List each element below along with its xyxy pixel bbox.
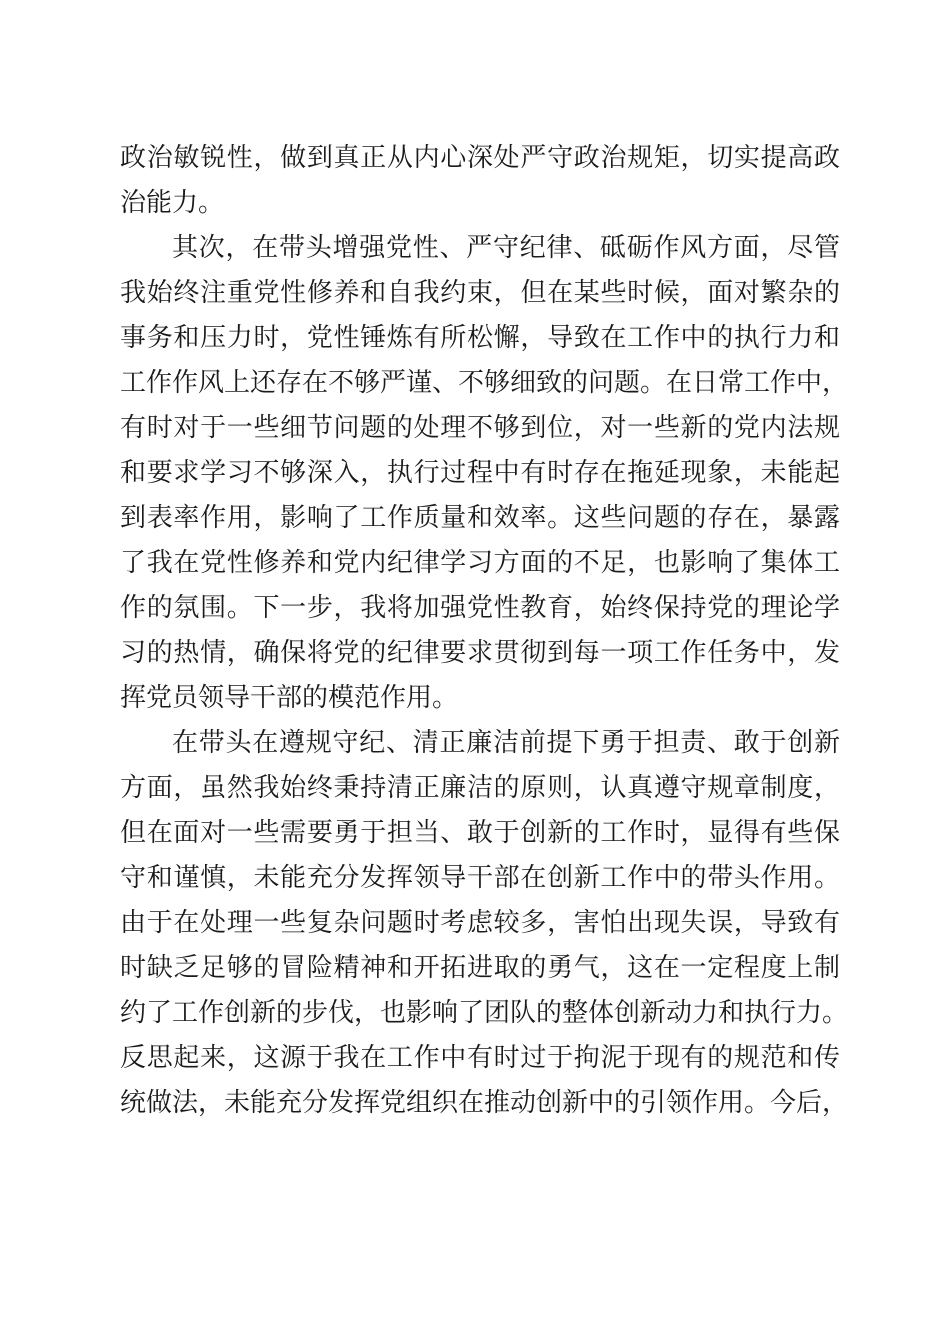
text-line: 在带头在遵规守纪、清正廉洁前提下勇于担责、敢于创新 <box>172 728 840 758</box>
text-line: 挥党员领导干部的模范作用。 <box>120 683 459 713</box>
text-line: 守和谨慎，未能充分发挥领导干部在创新工作中的带头作用。 <box>120 863 840 893</box>
text-line: 时缺乏足够的冒险精神和开拓进取的勇气，这在一定程度上制 <box>120 953 840 983</box>
text-line: 由于在处理一些复杂问题时考虑较多，害怕出现失误，导致有 <box>120 908 840 938</box>
text-line: 政治敏锐性，做到真正从内心深处严守政治规矩，切实提高政 <box>120 143 840 173</box>
text-line: 事务和压力时，党性锤炼有所松懈，导致在工作中的执行力和 <box>120 323 840 353</box>
text-line: 约了工作创新的步伐，也影响了团队的整体创新动力和执行力。 <box>120 998 849 1028</box>
text-line: 了我在党性修养和党内纪律学习方面的不足，也影响了集体工 <box>120 548 840 578</box>
text-line: 但在面对一些需要勇于担当、敢于创新的工作时，显得有些保 <box>120 818 840 848</box>
text-line: 工作作风上还存在不够严谨、不够细致的问题。在日常工作中， <box>120 368 849 398</box>
body-text <box>120 136 849 1126</box>
text-line: 其次，在带头增强党性、严守纪律、砥砺作风方面，尽管 <box>172 233 840 263</box>
text-line: 和要求学习不够深入，执行过程中有时存在拖延现象，未能起 <box>120 458 840 488</box>
text-line: 方面，虽然我始终秉持清正廉洁的原则，认真遵守规章制度， <box>120 773 840 803</box>
text-line: 我始终注重党性修养和自我约束，但在某些时候，面对繁杂的 <box>120 278 840 308</box>
text-line: 作的氛围。下一步，我将加强党性教育，始终保持党的理论学 <box>120 593 840 623</box>
text-line: 反思起来，这源于我在工作中有时过于拘泥于现有的规范和传 <box>120 1043 840 1073</box>
text-line: 治能力。 <box>120 188 225 218</box>
text-line: 有时对于一些细节问题的处理不够到位，对一些新的党内法规 <box>120 413 840 443</box>
text-line: 统做法，未能充分发挥党组织在推动创新中的引领作用。今后， <box>120 1088 849 1118</box>
text-line: 到表率作用，影响了工作质量和效率。这些问题的存在，暴露 <box>120 503 840 533</box>
text-line: 习的热情，确保将党的纪律要求贯彻到每一项工作任务中，发 <box>120 638 840 668</box>
